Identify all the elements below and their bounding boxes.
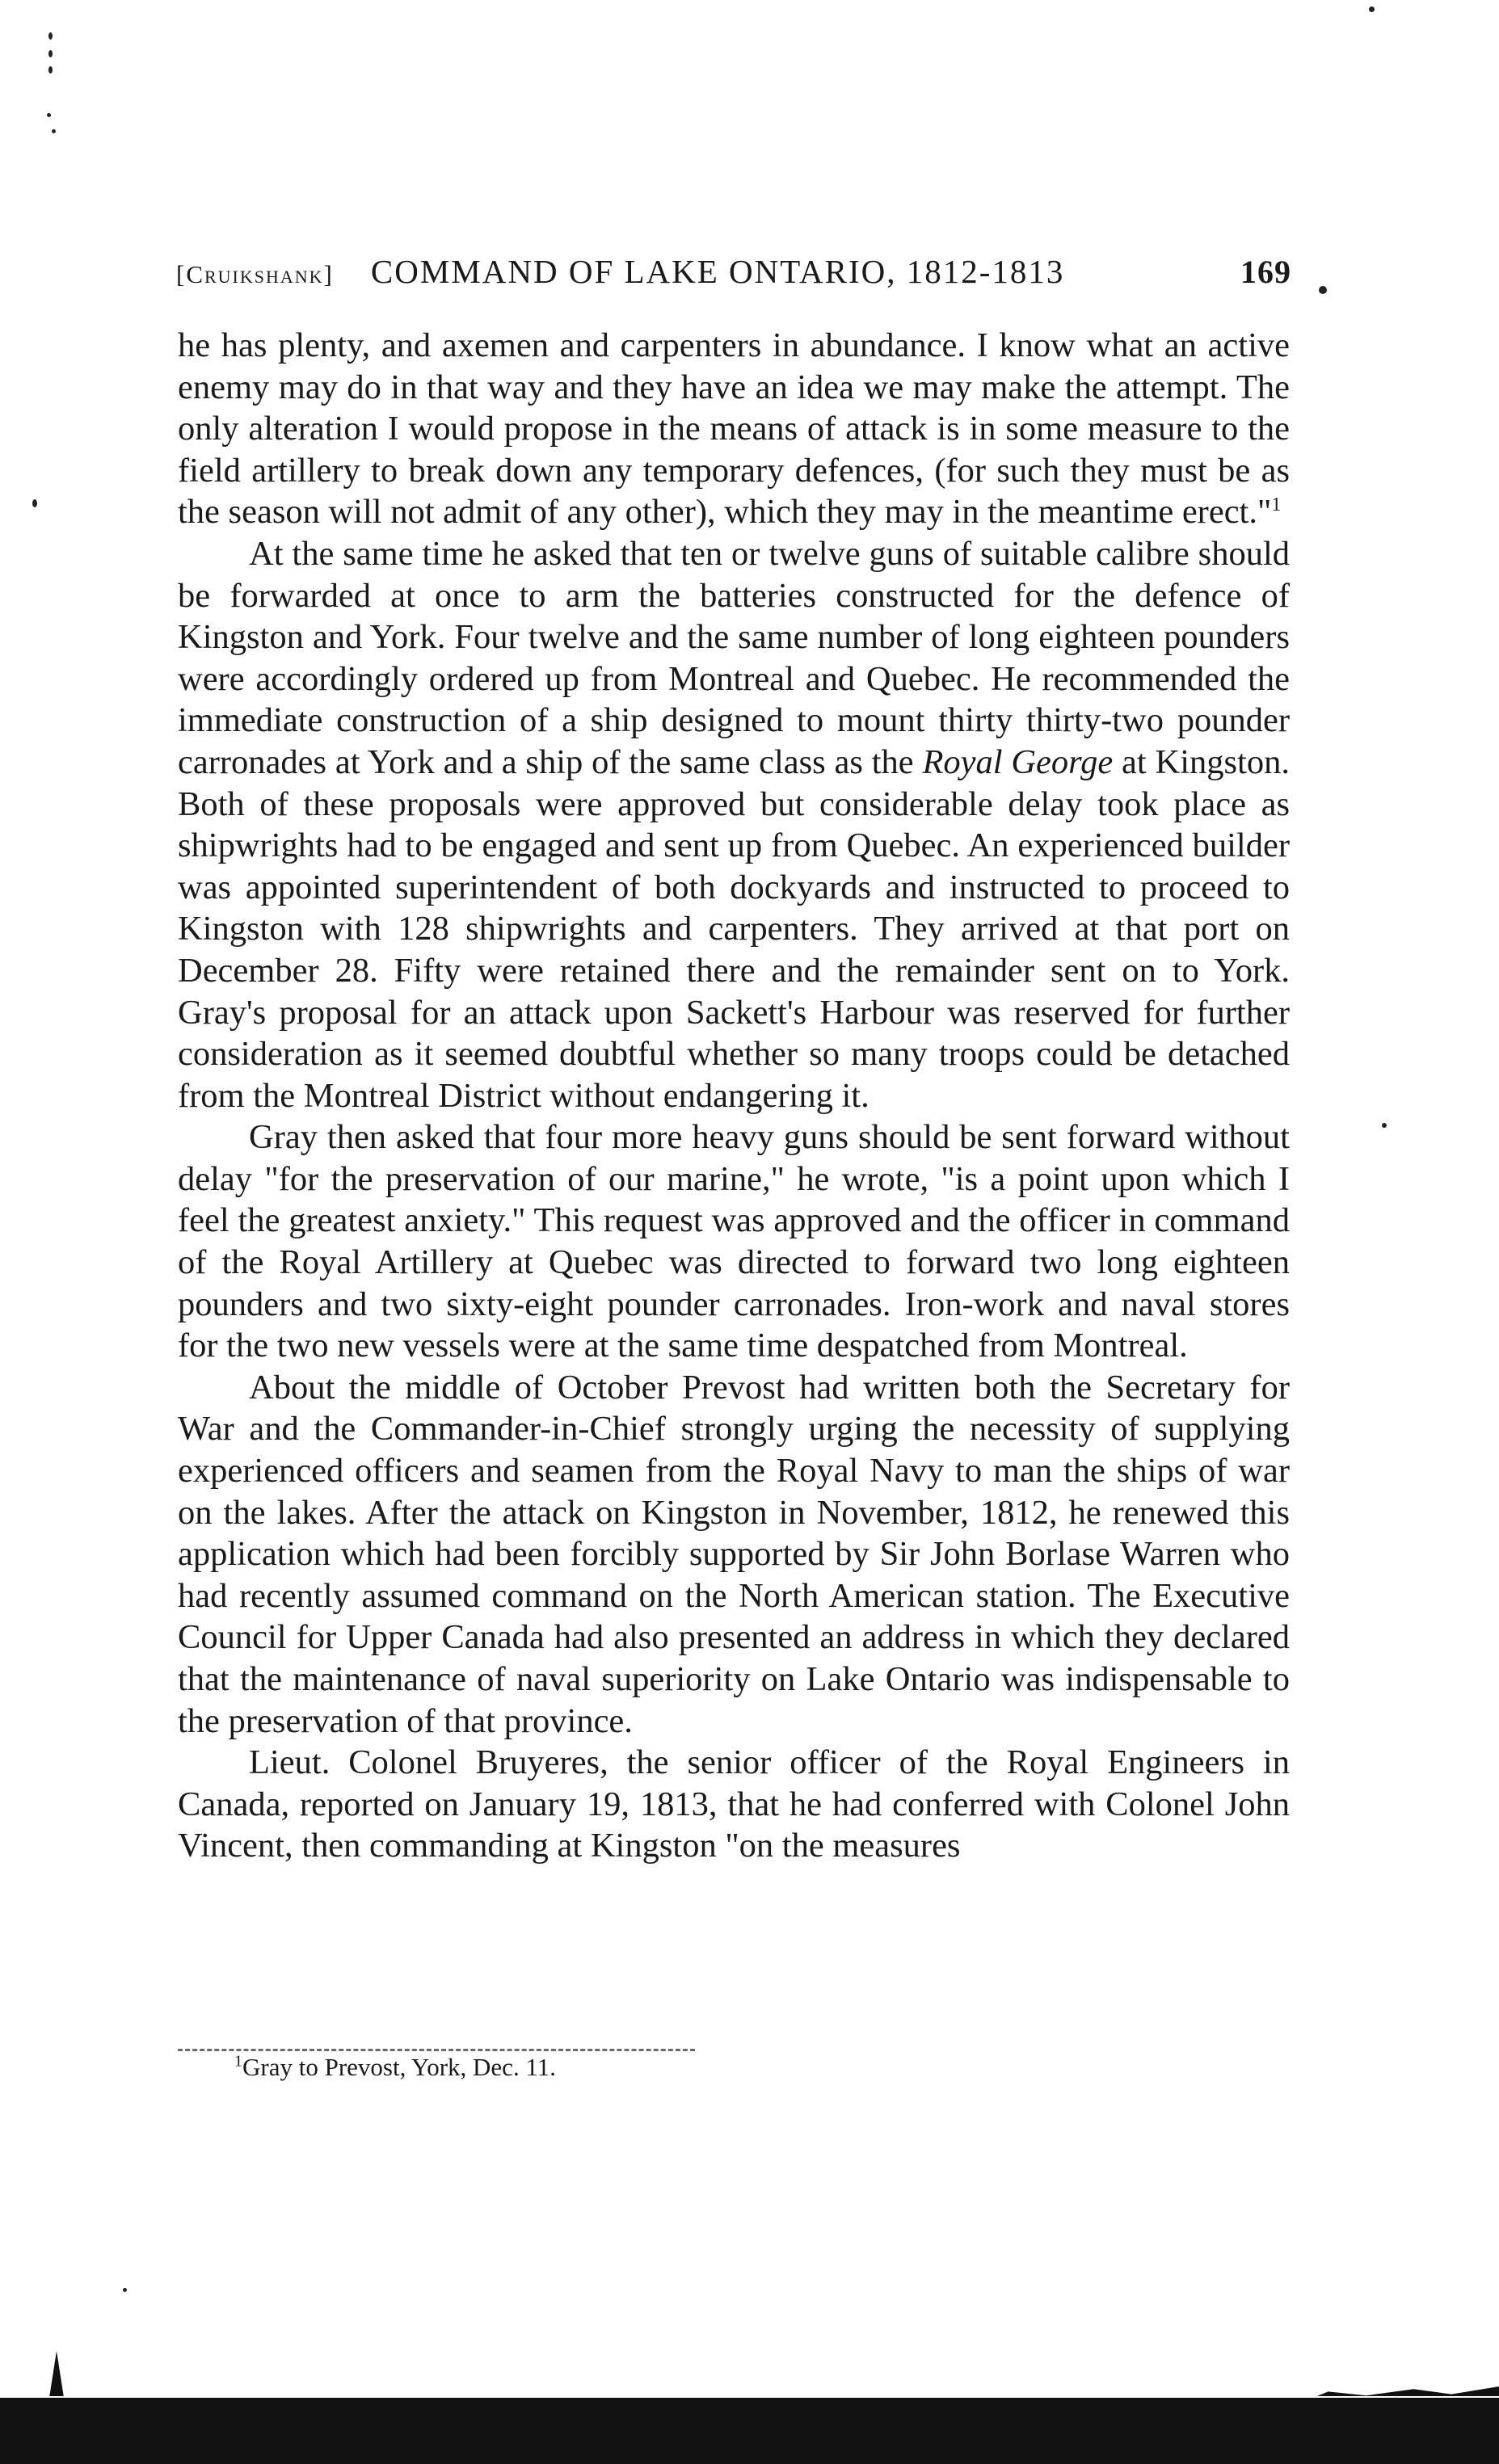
scan-speck [48, 50, 53, 57]
running-head-title: COMMAND OF LAKE ONTARIO, 1812-1813 [370, 253, 1065, 290]
paragraph-text: at Kingston. Both of these proposals were approved but considerable delay took place as shipwrights had to be engaged and sent up from Quebec. An experienced builder was appointed superintendent of both dockyards and instructed to proceed to Kingston with 128 shipwrights and carpenters. They arrived at that port on December 28. Fifty were retained there and the remainder sent on to York. Gray's proposal for an attack upon Sackett's Harbour was reserved for further consideration as it seemed doubtful whether so many troops could be detached from the Montreal District without endangering it. [178, 742, 1290, 1115]
footnote-divider [178, 2049, 695, 2051]
scan-speck [52, 129, 56, 133]
footnote-text: Gray to Prevost, York, Dec. 11. [242, 2053, 557, 2081]
footnote-mark: 1 [234, 2052, 242, 2071]
body-text [178, 325, 1290, 1867]
footnote [234, 2053, 556, 2082]
scan-speck [1319, 286, 1327, 294]
page-header [176, 252, 1291, 301]
paragraph-text: he has plenty, and axemen and carpenters in abundance. I know what an active enemy may do in that way and they have an idea we may make the attempt. The only alteration I would propose in the means of attack is in some measure to the field artillery to break down any temporary defences, (for such they must be as the season will not admit of any other), which they may in the meantime erect." [178, 326, 1290, 532]
footnote-reference: 1 [1271, 494, 1282, 516]
paragraph-3: Gray then asked that four more heavy guns should be sent forward without delay "for the preservation of our marine," he wrote, "is a point upon which I feel the greatest anxiety." This request was approved and the officer in command of the Royal Artillery at Quebec was directed to forward two long eighteen pounders and two sixty-eight pounder carronades. Iron-work and naval stores for the two new vessels were at the same time despatched from Montreal. [178, 1118, 1290, 1365]
page-number: 169 [1240, 254, 1291, 290]
paragraph-2 [178, 533, 1290, 1116]
paragraph-1 [178, 325, 1290, 533]
scan-speck [1382, 1123, 1387, 1128]
scan-speck [47, 113, 51, 117]
paragraph-text: At the same time he asked that ten or twelve guns of suitable calibre should be forwarded at once to arm the batteries constructed for the defence of Kingston and York. Four twelve and the same number of long eighteen pounders were accordingly ordered up from Montreal and Quebec. He recommended the immediate construction of a ship designed to mount thirty thirty-two pounder carronades at York and a ship of the same class as the [178, 534, 1290, 781]
running-head-author: [Cruikshank] [176, 260, 334, 288]
paragraph-4: About the middle of October Prevost had written both the Secretary for War and the Commander-in-Chief strongly urging the necessity of supplying experienced officers and seamen from the Royal Navy to man the ships of war on the lakes. After the attack on Kingston in November, 1812, he renewed this application which had been forcibly supported by Sir John Borlase Warren who had recently assumed command on the North American station. The Executive Council for Upper Canada had also presented an address in which they declared that the maintenance of naval superiority on Lake Ontario was indispensable to the preservation of that province. [178, 1368, 1290, 1740]
scan-speck [32, 499, 37, 507]
paragraph-5: Lieut. Colonel Bruyeres, the senior officer of the Royal Engineers in Canada, reported on January 19, 1813, that he had conferred with Colonel John Vincent, then commanding at Kingston "on the measures [178, 1743, 1290, 1865]
scan-speck [48, 32, 53, 40]
scan-speck [123, 2288, 127, 2292]
ship-name-italic: Royal George [922, 742, 1114, 781]
scan-speck [1369, 6, 1375, 12]
scan-bottom-edge [0, 2396, 1499, 2464]
scan-speck [48, 66, 53, 74]
